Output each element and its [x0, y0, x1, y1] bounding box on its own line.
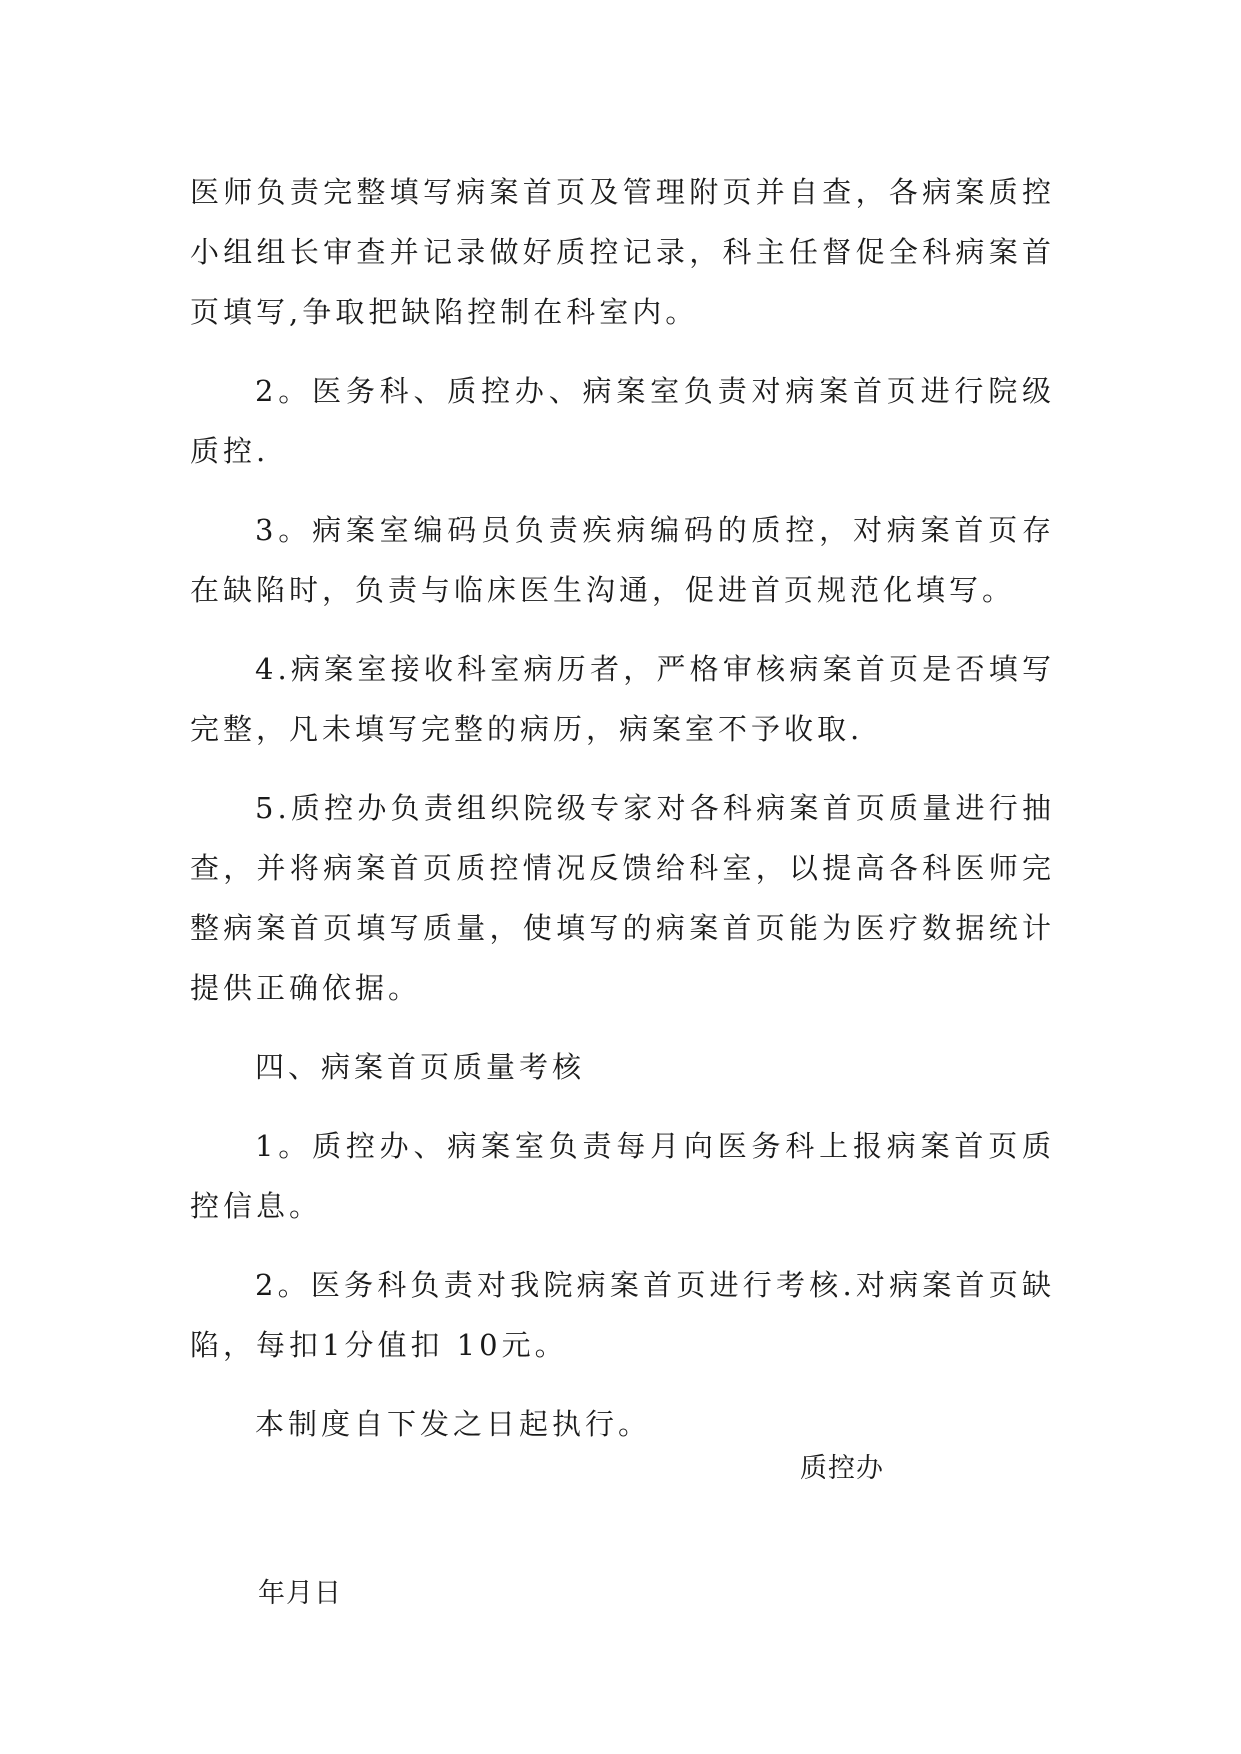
paragraph-item-2: 2。医务科、质控办、病案室负责对病案首页进行院级质控. [190, 374, 1055, 468]
document-body [190, 162, 1055, 1473]
paragraph-assessment-1: 1。质控办、病案室负责每月向医务科上报病案首页质控信息。 [190, 1129, 1055, 1223]
paragraph-item-4: 4.病案室接收科室病历者，严格审核病案首页是否填写完整，凡未填写完整的病历，病案室不予收取. [190, 652, 1055, 746]
paragraph-effective: 本制度自下发之日起执行。 [255, 1407, 652, 1441]
signature-date: 年月日 [258, 1578, 342, 1609]
paragraph-continuation: 医师负责完整填写病案首页及管理附页并自查，各病案质控小组组长审查并记录做好质控记录，科主任督促全科病案首页填写,争取把缺陷控制在科室内。 [190, 175, 1055, 329]
paragraph-assessment-2: 2。医务科负责对我院病案首页进行考核.对病案首页缺陷，每扣1分值扣 10元。 [190, 1268, 1055, 1362]
paragraph-item-3: 3。病案室编码员负责疾病编码的质控，对病案首页存在缺陷时，负责与临床医生沟通，促进首页规范化填写。 [190, 513, 1055, 607]
section-heading: 四、病案首页质量考核 [255, 1050, 586, 1084]
paragraph-item-5: 5.质控办负责组织院级专家对各科病案首页质量进行抽查，并将病案首页质控情况反馈给科室，以提高各科医师完整病案首页填写质量，使填写的病案首页能为医疗数据统计提供正确依据。 [190, 791, 1055, 1005]
signature-office: 质控办 [800, 1453, 884, 1484]
